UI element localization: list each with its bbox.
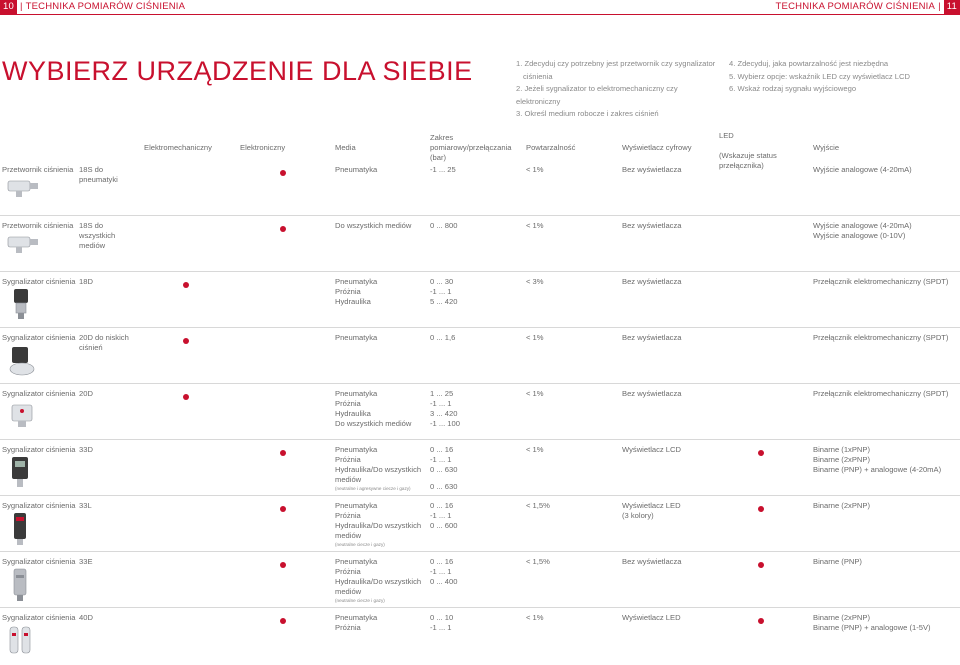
media-note: (neutralne ciecze i gazy) [335,598,385,603]
device-type: Przetwornik ciśnienia [2,221,74,230]
product-image [6,567,42,603]
range-line: 0 ... 600 [430,521,458,530]
elektroniczny-dot [280,506,286,512]
product-image [6,287,42,323]
range-list [430,445,510,492]
row-divider [0,607,960,608]
output-list [813,445,958,475]
col-led-line: (Wskazuje status [719,151,777,160]
repeatability: < 1,5% [526,501,550,510]
step-line: 2. Jeżeli sygnalizator to elektromechaniczny czy elektroniczny [516,84,678,106]
display-type [622,445,714,455]
col-media: Media [335,143,356,152]
output-list [813,613,958,633]
row-divider [0,271,960,272]
media-line: Hydraulika [335,409,371,418]
display-line: (3 kolory) [622,511,654,520]
col-wyjscie: Wyjście [813,143,840,152]
repeatability: < 1% [526,165,544,174]
model-line: 20D [79,389,93,398]
row-divider [0,383,960,384]
col-elektroniczny: Elektroniczny [240,143,286,152]
product-image [6,231,42,267]
media-line: Pneumatyka [335,389,378,398]
output-list [813,277,958,287]
repeatability: < 1% [526,445,544,454]
range-line: 0 ... 16 [430,557,454,566]
media-note: (neutralne i agresywne ciecze i gazy) [335,486,411,491]
row-divider [0,215,960,216]
device-model [79,389,141,399]
model-line: 33D [79,445,93,454]
range-list [430,165,510,175]
media-line: Próżnia [335,623,361,632]
output-list [813,501,958,511]
model-line: 33E [79,557,93,566]
device-model [79,221,141,251]
range-line: 0 ... 10 [430,613,454,622]
product-image [6,343,42,379]
output-line: Binarne (2xPNP) [813,613,870,622]
display-type [622,165,714,175]
media-line: mediów [335,531,362,540]
media-line: Do wszystkich mediów [335,221,412,230]
elektroniczny-dot [280,618,286,624]
range-line: 3 ... 420 [430,409,458,418]
model-line: pneumatyki [79,175,118,184]
range-line: 0 ... 16 [430,445,454,454]
output-line: Binarne (2xPNP) [813,455,870,464]
media-line: Próżnia [335,399,361,408]
elektroniczny-dot [280,450,286,456]
range-list [430,389,510,429]
repeatability: < 3% [526,277,544,286]
repeatability: < 1,5% [526,557,550,566]
page-header-right: TECHNIKA POMIARÓW CIŚNIENIA | 11 [776,0,960,14]
display-type [622,613,714,623]
range-list [430,277,510,307]
product-image [6,623,42,659]
header-title-left: TECHNIKA POMIARÓW CIŚNIENIA [25,1,186,12]
display-type [622,221,714,231]
elektroniczny-dot [280,562,286,568]
col-led-gap [719,141,777,151]
device-type: Sygnalizator ciśnienia [2,445,76,454]
device-model [79,445,141,455]
range-line [430,475,510,482]
led-dot [758,562,764,568]
media-list [335,277,427,307]
col-zakres-line: pomiarowy/przełączania [430,143,512,152]
range-line: 1 ... 25 [430,389,454,398]
media-line: Hydraulika [335,297,371,306]
display-line: Bez wyświetlacza [622,557,682,566]
repeatability: < 1% [526,389,544,398]
model-line: 18S do wszystkich [79,221,116,240]
media-line: Próżnia [335,287,361,296]
range-list [430,333,510,343]
model-line: 40D [79,613,93,622]
device-model [79,501,141,511]
output-line: Binarne (PNP) + analogowe (4-20mA) [813,465,942,474]
header-rule [0,14,960,15]
col-zakres-line: Zakres [430,133,454,142]
media-line: Hydraulika/Do wszystkich [335,465,422,474]
row-divider [0,327,960,328]
page-number-left: 10 [0,0,17,14]
media-line: Próżnia [335,567,361,576]
output-line: Przełącznik elektromechaniczny (SPDT) [813,333,949,342]
range-line: 0 ... 630 [430,482,458,491]
elektroniczny-dot [280,170,286,176]
step-line: 6. Wskaż rodzaj sygnału wyjściowego [729,84,857,93]
range-line: -1 ... 1 [430,511,452,520]
col-powtarzalnosc: Powtarzalność [526,143,576,152]
range-list [430,221,510,231]
col-zakres-line: (bar) [430,153,447,162]
repeatability: < 1% [526,333,544,342]
output-line: Binarne (2xPNP) [813,501,870,510]
led-dot [758,450,764,456]
device-model [79,557,141,567]
row-divider [0,551,960,552]
range-line: -1 ... 100 [430,419,460,428]
step-line: 5. Wybierz opcje: wskaźnik LED czy wyświetlacz LCD [729,71,910,81]
elektromechaniczny-dot [183,338,189,344]
step-line: 4. Zdecyduj, jaka powtarzalność jest niezbędna [729,59,889,68]
step-line: 1. Zdecyduj czy potrzebny jest przetwornik czy sygnalizator [516,59,716,68]
elektromechaniczny-dot [183,394,189,400]
media-list [335,557,427,604]
led-dot [758,506,764,512]
device-model [79,333,141,353]
output-line: Przełącznik elektromechaniczny (SPDT) [813,277,949,286]
device-type: Sygnalizator ciśnienia [2,277,76,286]
range-list [430,557,510,587]
range-line: -1 ... 25 [430,165,456,174]
range-line: 0 ... 400 [430,577,458,586]
device-type: Sygnalizator ciśnienia [2,389,76,398]
display-line: Bez wyświetlacza [622,333,682,342]
step-line: ciśnienia [523,71,553,81]
col-elektromechaniczny: Elektromechaniczny [144,143,212,152]
media-list [335,165,427,175]
range-line: -1 ... 1 [430,567,452,576]
media-line: Pneumatyka [335,501,378,510]
product-image [6,399,42,435]
range-line: -1 ... 1 [430,455,452,464]
header-title-right: TECHNIKA POMIARÓW CIŚNIENIA [775,1,936,12]
media-line: Hydraulika/Do wszystkich [335,577,422,586]
device-model [79,613,141,623]
range-line: 0 ... 30 [430,277,454,286]
device-type: Sygnalizator ciśnienia [2,557,76,566]
page-header-left: 10 | TECHNIKA POMIARÓW CIŚNIENIA [0,0,185,14]
output-list [813,165,958,175]
display-line: Bez wyświetlacza [622,389,682,398]
row-divider [0,495,960,496]
display-line: Bez wyświetlacza [622,221,682,230]
display-type [622,333,714,343]
display-line: Bez wyświetlacza [622,277,682,286]
output-line: Przełącznik elektromechaniczny (SPDT) [813,389,949,398]
output-line: Binarne (1xPNP) [813,445,870,454]
media-line: mediów [335,475,362,484]
display-type [622,389,714,399]
media-line: Pneumatyka [335,277,378,286]
media-line: Pneumatyka [335,333,378,342]
model-line: 33L [79,501,92,510]
display-line: Bez wyświetlacza [622,165,682,174]
display-line: Wyświetlacz LCD [622,445,682,454]
elektroniczny-dot [280,226,286,232]
col-led-line: LED [719,131,734,140]
repeatability: < 1% [526,221,544,230]
media-line: Pneumatyka [335,557,378,566]
product-image [6,455,42,491]
range-line: 0 ... 16 [430,501,454,510]
media-line: Hydraulika/Do wszystkich [335,521,422,530]
output-line: Wyjście analogowe (0-10V) [813,231,906,240]
model-line: mediów [79,241,106,250]
model-line: 18S do [79,165,104,174]
media-list [335,501,427,548]
step-line: 3. Określ medium robocze i zakres ciśnień [516,109,659,118]
output-line: Binarne (PNP) + analogowe (1-5V) [813,623,931,632]
range-line: -1 ... 1 [430,287,452,296]
display-type [622,557,714,567]
device-model [79,277,141,287]
model-line: 20D do niskich [79,333,129,342]
range-list [430,501,510,531]
display-line: Wyświetlacz LED [622,613,681,622]
media-list [335,221,427,231]
output-line: Binarne (PNP) [813,557,862,566]
range-line: 0 ... 1,6 [430,333,456,342]
device-type: Przetwornik ciśnienia [2,165,74,174]
page-title: WYBIERZ URZĄDZENIE DLA SIEBIE [2,56,473,86]
range-line: 5 ... 420 [430,297,458,306]
col-led-line: przełącznika) [719,161,764,170]
col-led [719,131,777,171]
col-zakres [430,133,511,163]
product-image [6,175,42,211]
media-list [335,333,427,343]
col-wyswietlacz: Wyświetlacz cyfrowy [622,143,692,152]
repeatability: < 1% [526,613,544,622]
display-type [622,501,714,521]
output-list [813,221,958,241]
output-line: Wyjście analogowe (4-20mA) [813,165,912,174]
steps-right [729,58,949,96]
device-type: Sygnalizator ciśnienia [2,613,76,622]
model-line: 18D [79,277,93,286]
device-model [79,165,141,185]
media-line: Pneumatyka [335,613,378,622]
media-line: Próżnia [335,511,361,520]
media-line: Pneumatyka [335,165,378,174]
display-type [622,277,714,287]
range-line: -1 ... 1 [430,623,452,632]
page-number-right: 11 [944,0,960,14]
range-line: -1 ... 1 [430,399,452,408]
media-list [335,389,427,429]
display-line: Wyświetlacz LED [622,501,681,510]
media-line: Do wszystkich mediów [335,419,412,428]
media-line: mediów [335,587,362,596]
range-list [430,613,510,633]
steps-left [516,58,721,121]
row-divider [0,439,960,440]
range-line: 0 ... 630 [430,465,458,474]
led-dot [758,618,764,624]
output-line: Wyjście analogowe (4-20mA) [813,221,912,230]
model-line: ciśnień [79,343,103,352]
media-list [335,445,427,492]
output-list [813,557,958,567]
elektromechaniczny-dot [183,282,189,288]
product-image [6,511,42,547]
media-note: (neutralne ciecze i gazy) [335,542,385,547]
device-type: Sygnalizator ciśnienia [2,333,76,342]
range-line: 0 ... 800 [430,221,458,230]
output-list [813,389,958,399]
media-line: Pneumatyka [335,445,378,454]
media-line: Próżnia [335,455,361,464]
media-list [335,613,427,633]
output-list [813,333,958,343]
device-type: Sygnalizator ciśnienia [2,501,76,510]
